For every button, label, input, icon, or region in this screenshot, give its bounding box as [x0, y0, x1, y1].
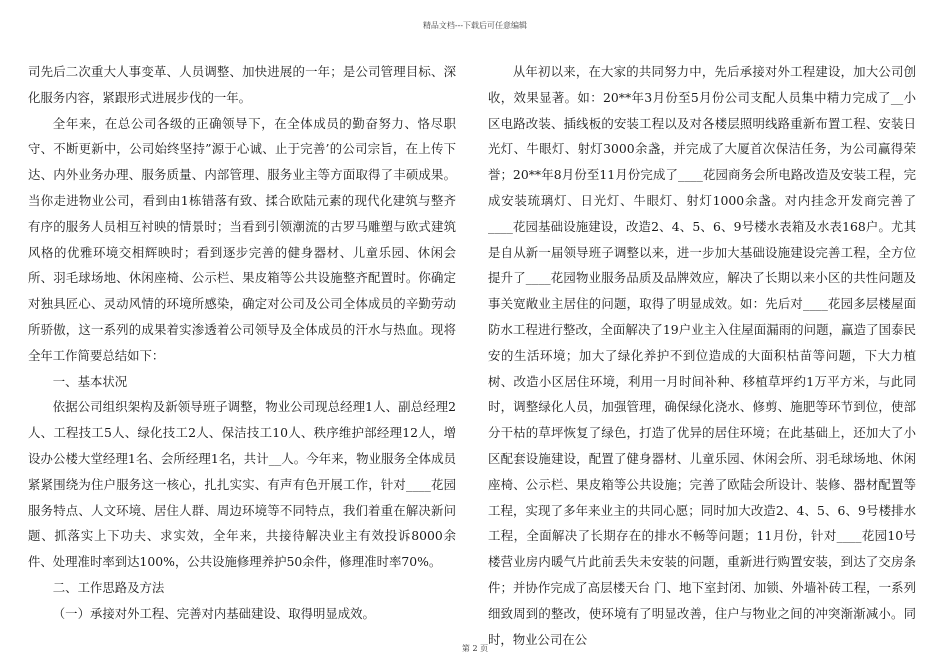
paragraph: 司先后二次重大人事变革、人员调整、加快进展的一年；是公司管理目标、深化服务内容，紧跟形式进展步伐的一年。: [28, 64, 456, 105]
paragraph: 全年来，在总公司各级的正确领导下，在全体成员的勤奋努力、恪尽职守、不断更新中，公司始终坚持”源于心诚、止于完善’的公司宗旨，在上传下达、内外业务办理、服务质量、内部管理、服务业主等方面取得了丰硕成果。当你走进物业公司，看到由1栋错落有致、揉合欧陆元素的现代化建筑与整齐有序的服务人员相互衬映的情景时；当看到引领潮流的古罗马雕塑与欧式建筑风格的优雅环境交相辉映时；看到逐步完善的健身器材、儿童乐园、休闲会所、羽毛球场地、休闲座椅、公示栏、果皮箱等公共设施整齐配置时。你确定对独具匠心、灵动风情的环境所感染，确定对公司及公司全体成员的辛勤劳动所骄傲，这一系列的成果着实渗透着公司领导及全体成员的汗水与热血。现将全年工作简要总结如下：: [28, 115, 456, 363]
paragraph: 从年初以来，在大家的共同努力中，先后承接对外工程建设，加大公司创收，效果显著。如：20**年3月份至5月份公司支配人员集中精力完成了__小区电路改装、插线板的安装工程以及对各楼层照明线路重新布置工程、安装日光灯、牛眼灯、射灯3000余盏，并完成了大厦首次保洁任务，为公司赢得荣誉；20**年8月份至11月份完成了____花园商务会所电路改造及安装工程，完成安装琉璃灯、日光灯、牛眼灯、射灯1000余盏。对内挂念开发商完善了____花园基础设施建设，改造2、4、5、6、9号楼水表箱及水表168户。尤其是自从新一届领导班子调整以来，进一步加大基础设施建设完善工程，全方位提升了____花园物业服务品质及品牌效应，解决了长期以来小区的共性问题及事关宽敞业主居住的问题，取得了明显成效。如：先后对____花园多层楼屋面防水工程进行整改，全面解决了19户业主入住屋面漏雨的问题，赢造了国泰民安的生活环境；加大了绿化养护不到位造成的大面积枯苗等问题，下大力植树、改造小区居住环境，利用一月时间补种、移植草坪约1万平方米，与此同时，调整绿化人员，加强管理，确保绿化浇水、修剪、施肥等环节到位，使部分干枯的草坪恢复了绿色，打造了优异的居住环境；在此基础上，还加大了小区配套设施建设，配置了健身器材、儿童乐园、休闲会所、羽毛球场地、休闲座椅、公示栏、果皮箱等公共设施；完善了欧陆会所设计、装修、器材配置等工程，实现了多年来业主的共同心愿；同时加大改造2、4、5、6、9号楼排水工程，全面解决了长期存在的排水不畅等问题；11月份，针对____花园10号楼营业房内暖气片此前丢失未安装的问题，重新进行购置安装，到达了交房条件；并协作完成了高层楼天台 门、地下室封闭、加锁、外墙补砖工程，一系列细致周到的整改，使环境有了明显改善，住户与物业之间的冲突渐渐减小。同时，物业公司在公: [488, 64, 916, 647]
section-heading: 一、基本状况: [52, 373, 128, 389]
left-column: [28, 59, 456, 627]
section-heading: 二、工作思路及方法: [52, 579, 165, 595]
page-header: 精品文档---下载后可任意编辑: [422, 21, 528, 30]
subsection-heading: （一）承接对外工程、完善对内基础建设、取得明显成效。: [52, 605, 375, 621]
page-number: 第 2 页: [461, 644, 489, 653]
paragraph: 依据公司组织架构及新领导班子调整，物业公司现总经理1人、副总经理2人、工程技工5人、绿化技工2人、保洁技工10人、秩序维护部经理12人，增设办公楼大堂经理1名、会所经理1名，共计__人。今年来，物业服务全体成员紧紧围绕为住户服务这一核心，扎扎实实、有声有色开展工作，针对____花园服务特点、人文环境、居住人群、周边环境等不同特点，我们着重在解决新问题、抓落实上下功夫、求实效，全年来，共接待解决业主有效投诉8000余件、处理准时率到达100%，公共设施修理养护50余件，修理准时率70%。: [28, 399, 456, 570]
right-column: [488, 59, 916, 652]
